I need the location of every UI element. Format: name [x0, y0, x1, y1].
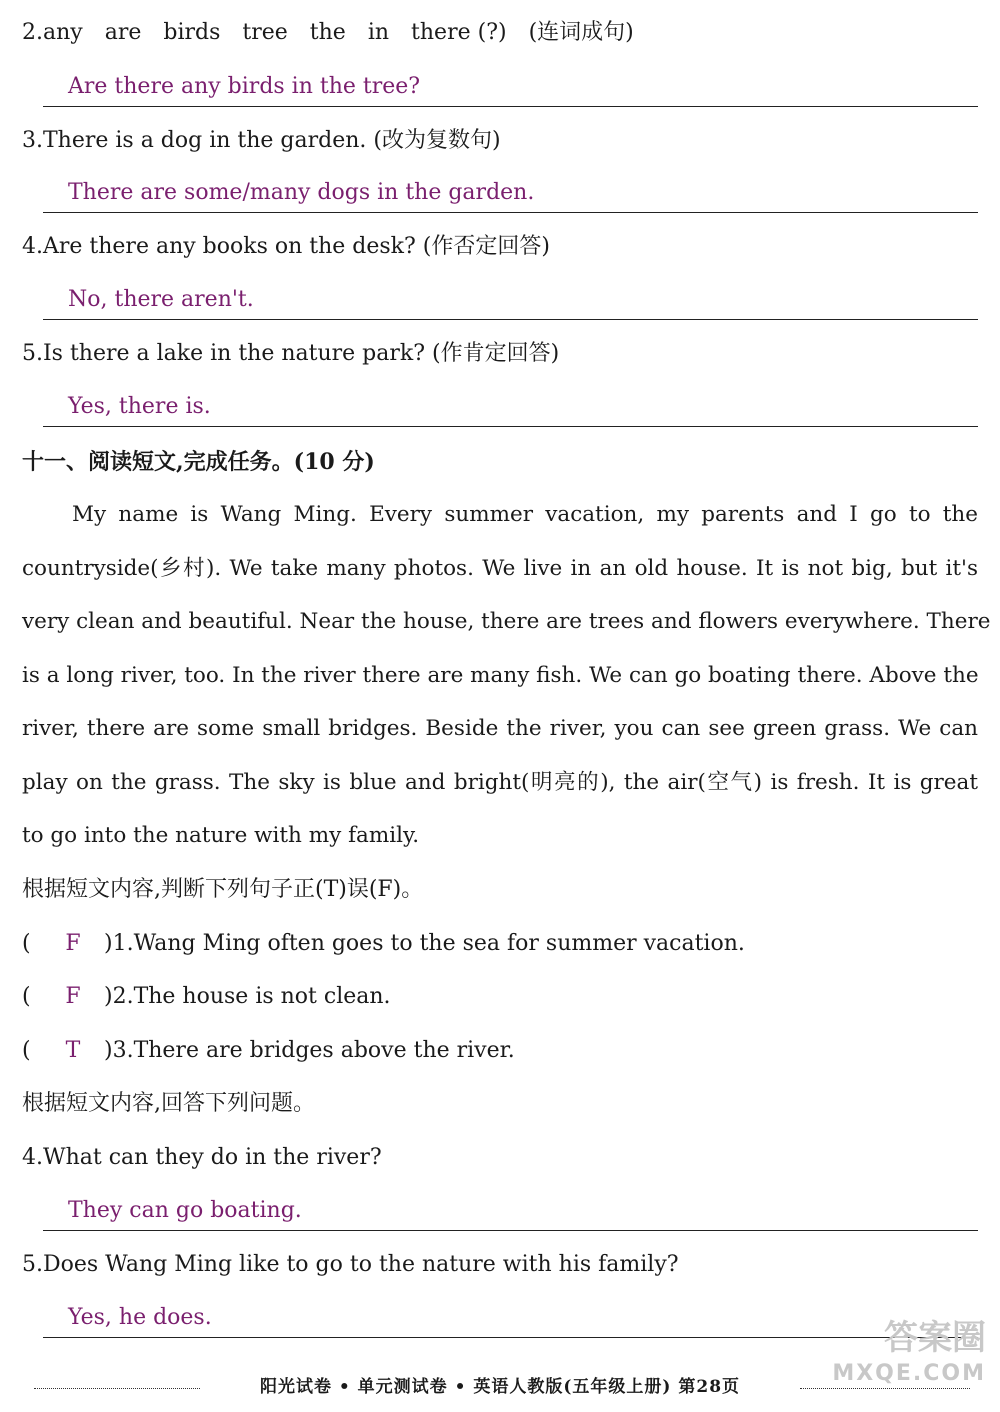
tf-statement: )1.Wang Ming often goes to the sea for summer vacation. — [104, 931, 745, 956]
word: in — [367, 20, 390, 45]
question-4-answer: No, there aren't. — [43, 285, 978, 320]
word: 2.any — [22, 20, 83, 45]
question-3-answer: There are some/many dogs in the garden. — [43, 178, 978, 213]
passage-line: My name is Wang Ming. Every summer vacation, my parents and I go to the — [72, 502, 978, 527]
passage-line: is a long river, too. In the river there are many fish. We can go boating there. Above the — [22, 663, 979, 688]
open-paren: ( — [22, 984, 31, 1009]
open-paren: ( — [22, 1038, 31, 1063]
question-5-prompt: 5.Is there a lake in the nature park? (作肯定回答) — [22, 341, 560, 366]
word: the — [309, 20, 346, 45]
footer-divider-right — [800, 1388, 970, 1389]
question-3-prompt: 3.There is a dog in the garden. (改为复数句) — [22, 128, 501, 153]
passage-line: to go into the nature with my family. — [22, 823, 420, 848]
open-paren: ( — [22, 931, 31, 956]
tf-mark: F — [65, 931, 81, 956]
qa-instruction: 根据短文内容,回答下列问题。 — [22, 1091, 315, 1116]
word: (连词成句) — [528, 20, 634, 45]
section-11-heading: 十一、阅读短文,完成任务。(10 分) — [22, 449, 375, 475]
question-2-prompt — [22, 18, 978, 48]
qa-answer-4: They can go boating. — [43, 1196, 978, 1231]
tf-statement: )2.The house is not clean. — [104, 984, 391, 1009]
tf-mark: T — [65, 1038, 81, 1063]
tf-instruction: 根据短文内容,判断下列句子正(T)误(F)。 — [22, 877, 424, 902]
word: there (?) — [411, 20, 507, 45]
tf-mark: F — [65, 984, 81, 1009]
word: birds — [163, 20, 221, 45]
watermark-text: 答案圈 — [884, 1318, 986, 1358]
tf-item-3 — [22, 1036, 978, 1066]
question-5-answer: Yes, there is. — [43, 392, 978, 427]
passage-line: countryside(乡村). We take many photos. We live in an old house. It is not big, but it's — [22, 556, 978, 581]
question-4-prompt: 4.Are there any books on the desk? (作否定回答) — [22, 234, 550, 259]
watermark-url: MXQE.COM — [832, 1361, 986, 1386]
tf-item-2 — [22, 982, 978, 1012]
question-2-answer: Are there any birds in the tree? — [43, 72, 978, 107]
passage-line: very clean and beautiful. Near the house, there are trees and flowers everywhere. There — [22, 609, 991, 634]
passage-line: river, there are some small bridges. Beside the river, you can see green grass. We can — [22, 716, 978, 741]
passage-line: play on the grass. The sky is blue and bright(明亮的), the air(空气) is fresh. It is great — [22, 770, 978, 795]
tf-statement: )3.There are bridges above the river. — [104, 1038, 515, 1063]
qa-question-5: 5.Does Wang Ming like to go to the nature with his family? — [22, 1252, 679, 1277]
word: are — [104, 20, 142, 45]
page-footer — [0, 1372, 1000, 1402]
qa-question-4: 4.What can they do in the river? — [22, 1145, 382, 1170]
tf-item-1 — [22, 929, 978, 959]
footer-divider-left — [34, 1388, 200, 1389]
qa-answer-5: Yes, he does. — [43, 1303, 978, 1338]
word: tree — [242, 20, 288, 45]
footer-text: 阳光试卷 • 单元测试卷 • 英语人教版(五年级上册) 第28页 — [259, 1377, 741, 1397]
